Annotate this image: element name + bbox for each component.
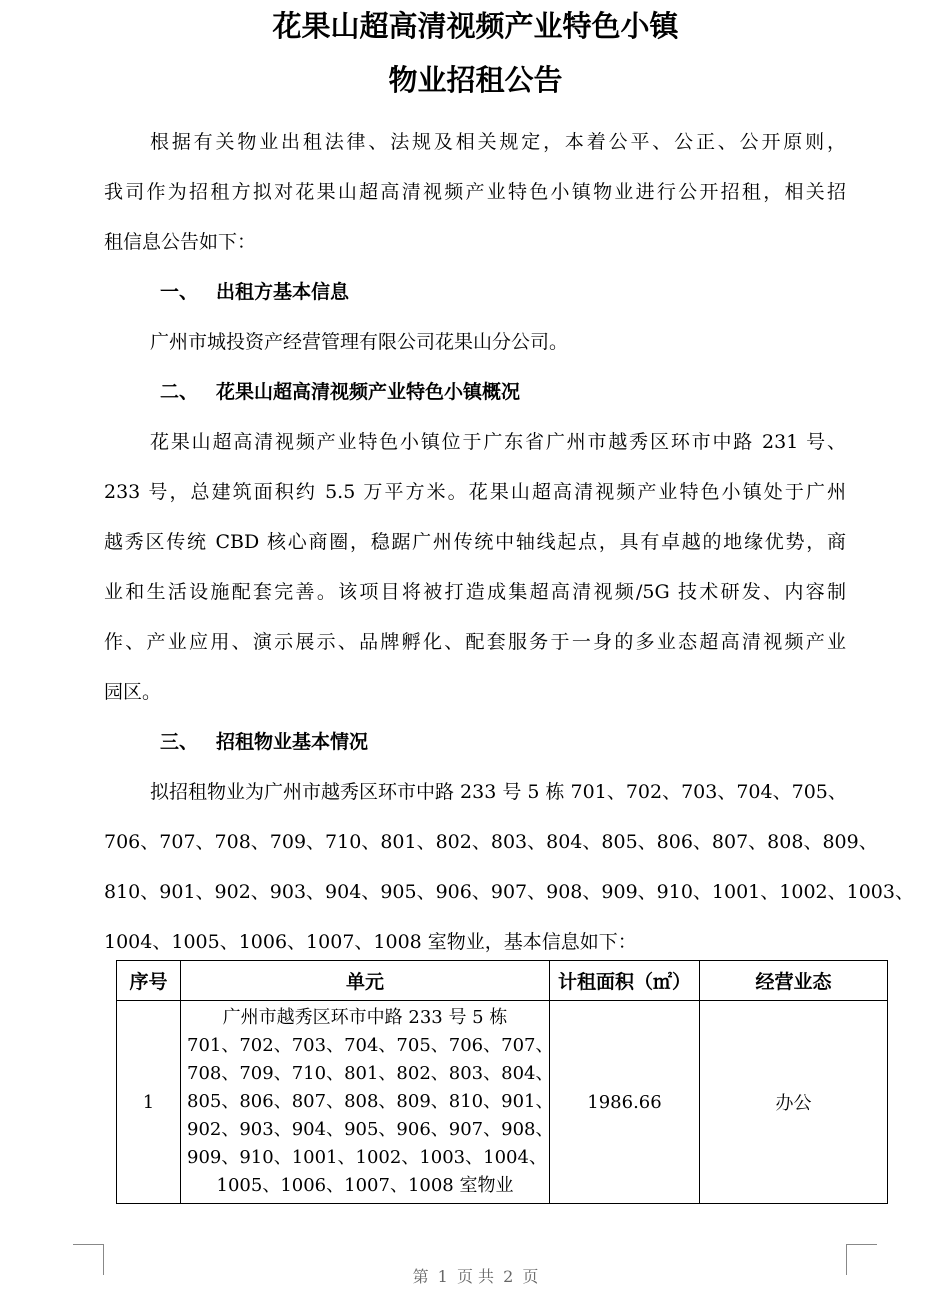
section-1-line-1: 广州市城投资产经营管理有限公司花果山分公司。 [150,331,569,353]
unit-line-5: 902、903、904、905、906、907、908、 [187,1119,554,1140]
footer-total-pages: 2 [503,1267,514,1286]
section-1-number: 一、 [160,281,199,303]
footer-suffix: 页 [522,1267,539,1286]
section-3-title: 招租物业基本情况 [216,731,369,753]
header-index: 序号 [117,961,181,1001]
cell-area: 1986.66 [550,1001,700,1204]
unit-line-3: 708、709、710、801、802、803、804、 [187,1063,554,1084]
document-title-line-2: 物业招租公告 [388,63,563,97]
section-3-line-4: 1004、1005、1006、1007、1008 室物业，基本信息如下： [104,931,637,953]
unit-line-7: 1005、1006、1007、1008 室物业 [216,1175,514,1196]
section-2-line-3: 越秀区传统 CBD 核心商圈，稳踞广州传统中轴线起点，具有卓越的地缘优势，商 [104,531,846,553]
document-title-line-1: 花果山超高清视频产业特色小镇 [272,9,679,43]
section-2-line-1: 花果山超高清视频产业特色小镇位于广东省广州市越秀区环市中路 231 号、 [150,431,846,453]
section-2-number: 二、 [160,381,199,403]
section-2-line-2: 233 号，总建筑面积约 5.5 万平方米。花果山超高清视频产业特色小镇处于广州 [104,481,846,503]
intro-line-3: 租信息公告如下： [104,231,257,253]
property-table [116,960,888,1204]
header-area: 计租面积（㎡） [550,961,700,1001]
table-row [117,1001,888,1204]
cell-index: 1 [117,1001,181,1204]
section-2-heading [160,380,520,404]
section-3-heading [160,730,368,754]
unit-line-1: 广州市越秀区环市中路 233 号 5 栋 [222,1007,508,1028]
section-1-heading [160,280,349,304]
intro-line-1: 根据有关物业出租法律、法规及相关规定，本着公平、公正、公开原则， [150,131,846,153]
section-3-line-3: 810、901、902、903、904、905、906、907、908、909、910、1001、1002、1003、 [104,881,914,903]
cell-unit [181,1001,554,1204]
section-3-line-1: 拟招租物业为广州市越秀区环市中路 233 号 5 栋 701、702、703、704、705、 [150,781,847,803]
unit-line-4: 805、806、807、808、809、810、901、 [187,1091,554,1112]
page-number-footer [0,1264,951,1287]
header-business: 经营业态 [700,961,888,1001]
table-header-row [117,961,888,1001]
intro-line-2: 我司作为招租方拟对花果山超高清视频产业特色小镇物业进行公开招租，相关招 [104,181,846,203]
section-2-line-5: 作、产业应用、演示展示、品牌孵化、配套服务于一身的多业态超高清视频产业 [104,631,846,653]
header-unit: 单元 [181,961,550,1001]
unit-line-6: 909、910、1001、1002、1003、1004、 [187,1147,547,1168]
footer-middle: 页 共 [456,1267,495,1286]
section-3-line-2: 706、707、708、709、710、801、802、803、804、805、806、807、808、809、 [104,831,878,853]
section-2-title: 花果山超高清视频产业特色小镇概况 [216,381,521,403]
footer-current-page: 1 [437,1267,448,1286]
section-2-line-6: 园区。 [104,681,162,703]
section-2-line-4: 业和生活设施配套完善。该项目将被打造成集超高清视频/5G 技术研发、内容制 [104,581,846,603]
cell-business: 办公 [700,1001,888,1204]
footer-prefix: 第 [412,1267,429,1286]
section-3-number: 三、 [160,731,199,753]
section-1-title: 出租方基本信息 [216,281,350,303]
unit-line-2: 701、702、703、704、705、706、707、 [187,1035,554,1056]
